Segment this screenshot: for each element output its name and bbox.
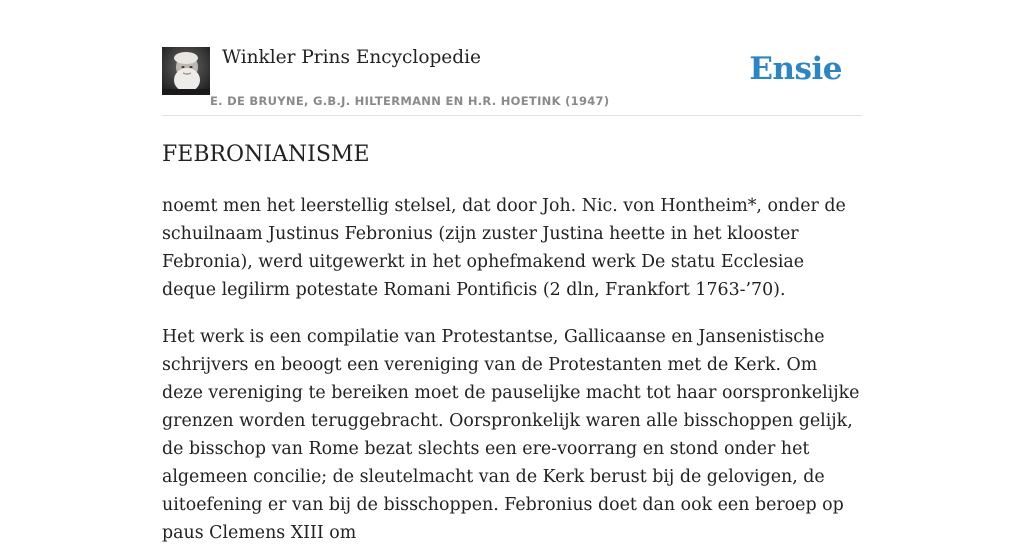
author-avatar[interactable] [162,47,210,95]
portrait-photo-icon [162,47,210,95]
article-paragraph-2: Het werk is een compilatie van Protestantse, Gallicaanse en Jansenistische schrijvers en beoogt een vereniging van de Protestanten met de Kerk. Om deze vereniging te bereiken moet de pauselijke macht tot haar oorspronkelijke grenzen worden teruggebracht. Oorspronkelijk waren alle bisschoppen gelijk, de bisschop van Rome bezat slechts een ere-voorrang en stond onder het algemeen concilie; de sleutelmacht van de Kerk berust bij de gelovigen, de uitoefening er van bij de bisschoppen. Febronius doet dan ook een beroep op paus Clemens XIII om [162,327,860,543]
article-title: FEBRONIANISME [162,142,370,167]
publication-authors: E. DE BRUYNE, G.B.J. HILTERMANN EN H.R. HOETINK (1947) [210,94,610,108]
brand-logo[interactable]: Ensie [749,51,842,87]
publication-header [162,0,862,116]
publication-title[interactable]: Winkler Prins Encyclopedie [222,47,481,68]
article-paragraph-1: noemt men het leerstellig stelsel, dat door Joh. Nic. von Hontheim*, onder de schuilnaam Justinus Febronius (zijn zuster Justina heette in het klooster Febronia), werd uitgewerkt in het ophefmakend werk De statu Ecclesiae deque legilirm potestate Romani Pontificis (2 dln, Frankfort 1763-’70). [162,196,846,300]
article-page [162,0,862,543]
